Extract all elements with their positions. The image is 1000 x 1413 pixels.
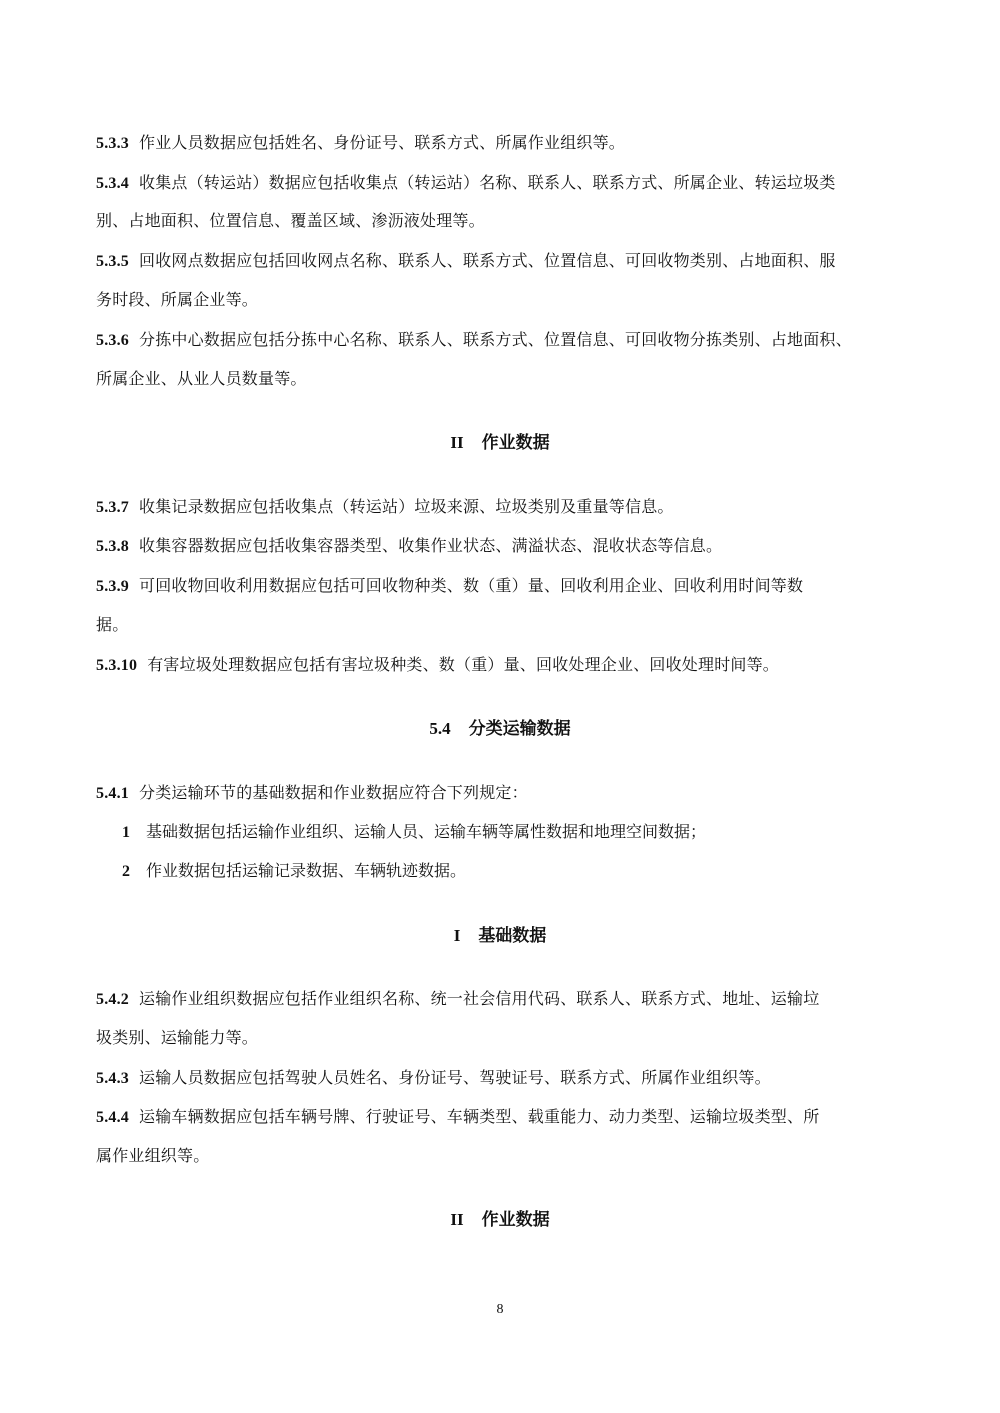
clause-text: 可回收物回收利用数据应包括可回收物种类、数（重）量、回收利用企业、回收利用时间等数 [139,576,804,595]
clause-number: 5.4.4 [96,1109,129,1126]
clause-text: 回收网点数据应包括回收网点名称、联系人、联系方式、位置信息、可回收物类别、占地面积、服 [139,251,836,270]
clause-text: 分类运输环节的基础数据和作业数据应符合下列规定： [139,783,528,802]
clause-text: 作业人员数据应包括姓名、身份证号、联系方式、所属作业组织等。 [139,133,626,152]
clause-text: 运输车辆数据应包括车辆号牌、行驶证号、车辆类型、载重能力、动力类型、运输垃圾类型、所 [139,1107,820,1126]
clause-5-4-1 [96,783,911,804]
heading-number: 5.4 [429,719,451,738]
section-heading-5-4 [0,718,1000,740]
clause-text: 收集记录数据应包括收集点（转运站）垃圾来源、垃圾类别及重量等信息。 [139,497,674,516]
page-number: 8 [496,1302,504,1317]
heading-text: 基础数据 [478,926,547,946]
clause-number: 5.3.6 [96,332,129,349]
clause-5-3-6 [96,330,911,351]
clause-5-3-8 [96,536,911,557]
clause-5-3-3 [96,133,911,154]
list-item-text: 基础数据包括运输作业组织、运输人员、运输车辆等属性数据和地理空间数据； [146,822,707,841]
clause-5-3-4 [96,173,911,194]
clause-text: 运输作业组织数据应包括作业组织名称、统一社会信用代码、联系人、联系方式、地址、运输垃 [139,989,820,1008]
clause-number: 5.4.3 [96,1070,129,1087]
heading-text: 作业数据 [481,433,550,453]
clause-5-4-2 [96,989,911,1010]
heading-number: I [453,926,461,945]
section-heading-operation-data [0,1209,1000,1231]
clause-continuation: 别、占地面积、位置信息、覆盖区域、渗沥液处理等。 [96,211,485,230]
clause-number: 5.3.3 [96,135,129,152]
clause-5-4-3 [96,1068,911,1089]
list-item [122,822,706,843]
clause-number: 5.3.10 [96,657,138,674]
clause-continuation: 据。 [96,615,129,634]
clause-5-3-10 [96,655,911,676]
clause-text: 运输人员数据应包括驾驶人员姓名、身份证号、驾驶证号、联系方式、所属作业组织等。 [139,1068,771,1087]
clause-number: 5.3.9 [96,578,129,595]
clause-5-3-7 [96,497,911,518]
clause-number: 5.3.4 [96,175,129,192]
clause-text: 分拣中心数据应包括分拣中心名称、联系人、联系方式、位置信息、可回收物分拣类别、占地面积、 [139,330,852,349]
clause-continuation: 务时段、所属企业等。 [96,290,259,309]
list-item-text: 作业数据包括运输记录数据、车辆轨迹数据。 [146,861,467,880]
clause-number: 5.3.8 [96,538,129,555]
clause-continuation: 属作业组织等。 [96,1146,210,1165]
clause-5-4-4 [96,1107,911,1128]
clause-continuation: 圾类别、运输能力等。 [96,1028,259,1047]
clause-text: 收集容器数据应包括收集容器类型、收集作业状态、满溢状态、混收状态等信息。 [139,536,723,555]
section-heading-basic-data [0,925,1000,947]
clause-number: 5.4.2 [96,991,129,1008]
clause-number: 5.3.7 [96,499,129,516]
heading-number: II [450,433,464,452]
clause-text: 有害垃圾处理数据应包括有害垃圾种类、数（重）量、回收处理企业、回收处理时间等。 [147,655,780,674]
section-heading-operation-data [0,432,1000,454]
list-item [122,861,466,882]
clause-text: 收集点（转运站）数据应包括收集点（转运站）名称、联系人、联系方式、所属企业、转运垃圾类 [139,173,836,192]
clause-number: 5.3.5 [96,253,129,270]
clause-continuation: 所属企业、从业人员数量等。 [96,369,307,388]
list-item-number: 2 [122,863,130,880]
clause-number: 5.4.1 [96,785,129,802]
list-item-number: 1 [122,824,130,841]
heading-text: 分类运输数据 [468,719,571,739]
clause-5-3-5 [96,251,911,272]
clause-5-3-9 [96,576,911,597]
heading-number: II [450,1210,464,1229]
heading-text: 作业数据 [481,1210,550,1230]
